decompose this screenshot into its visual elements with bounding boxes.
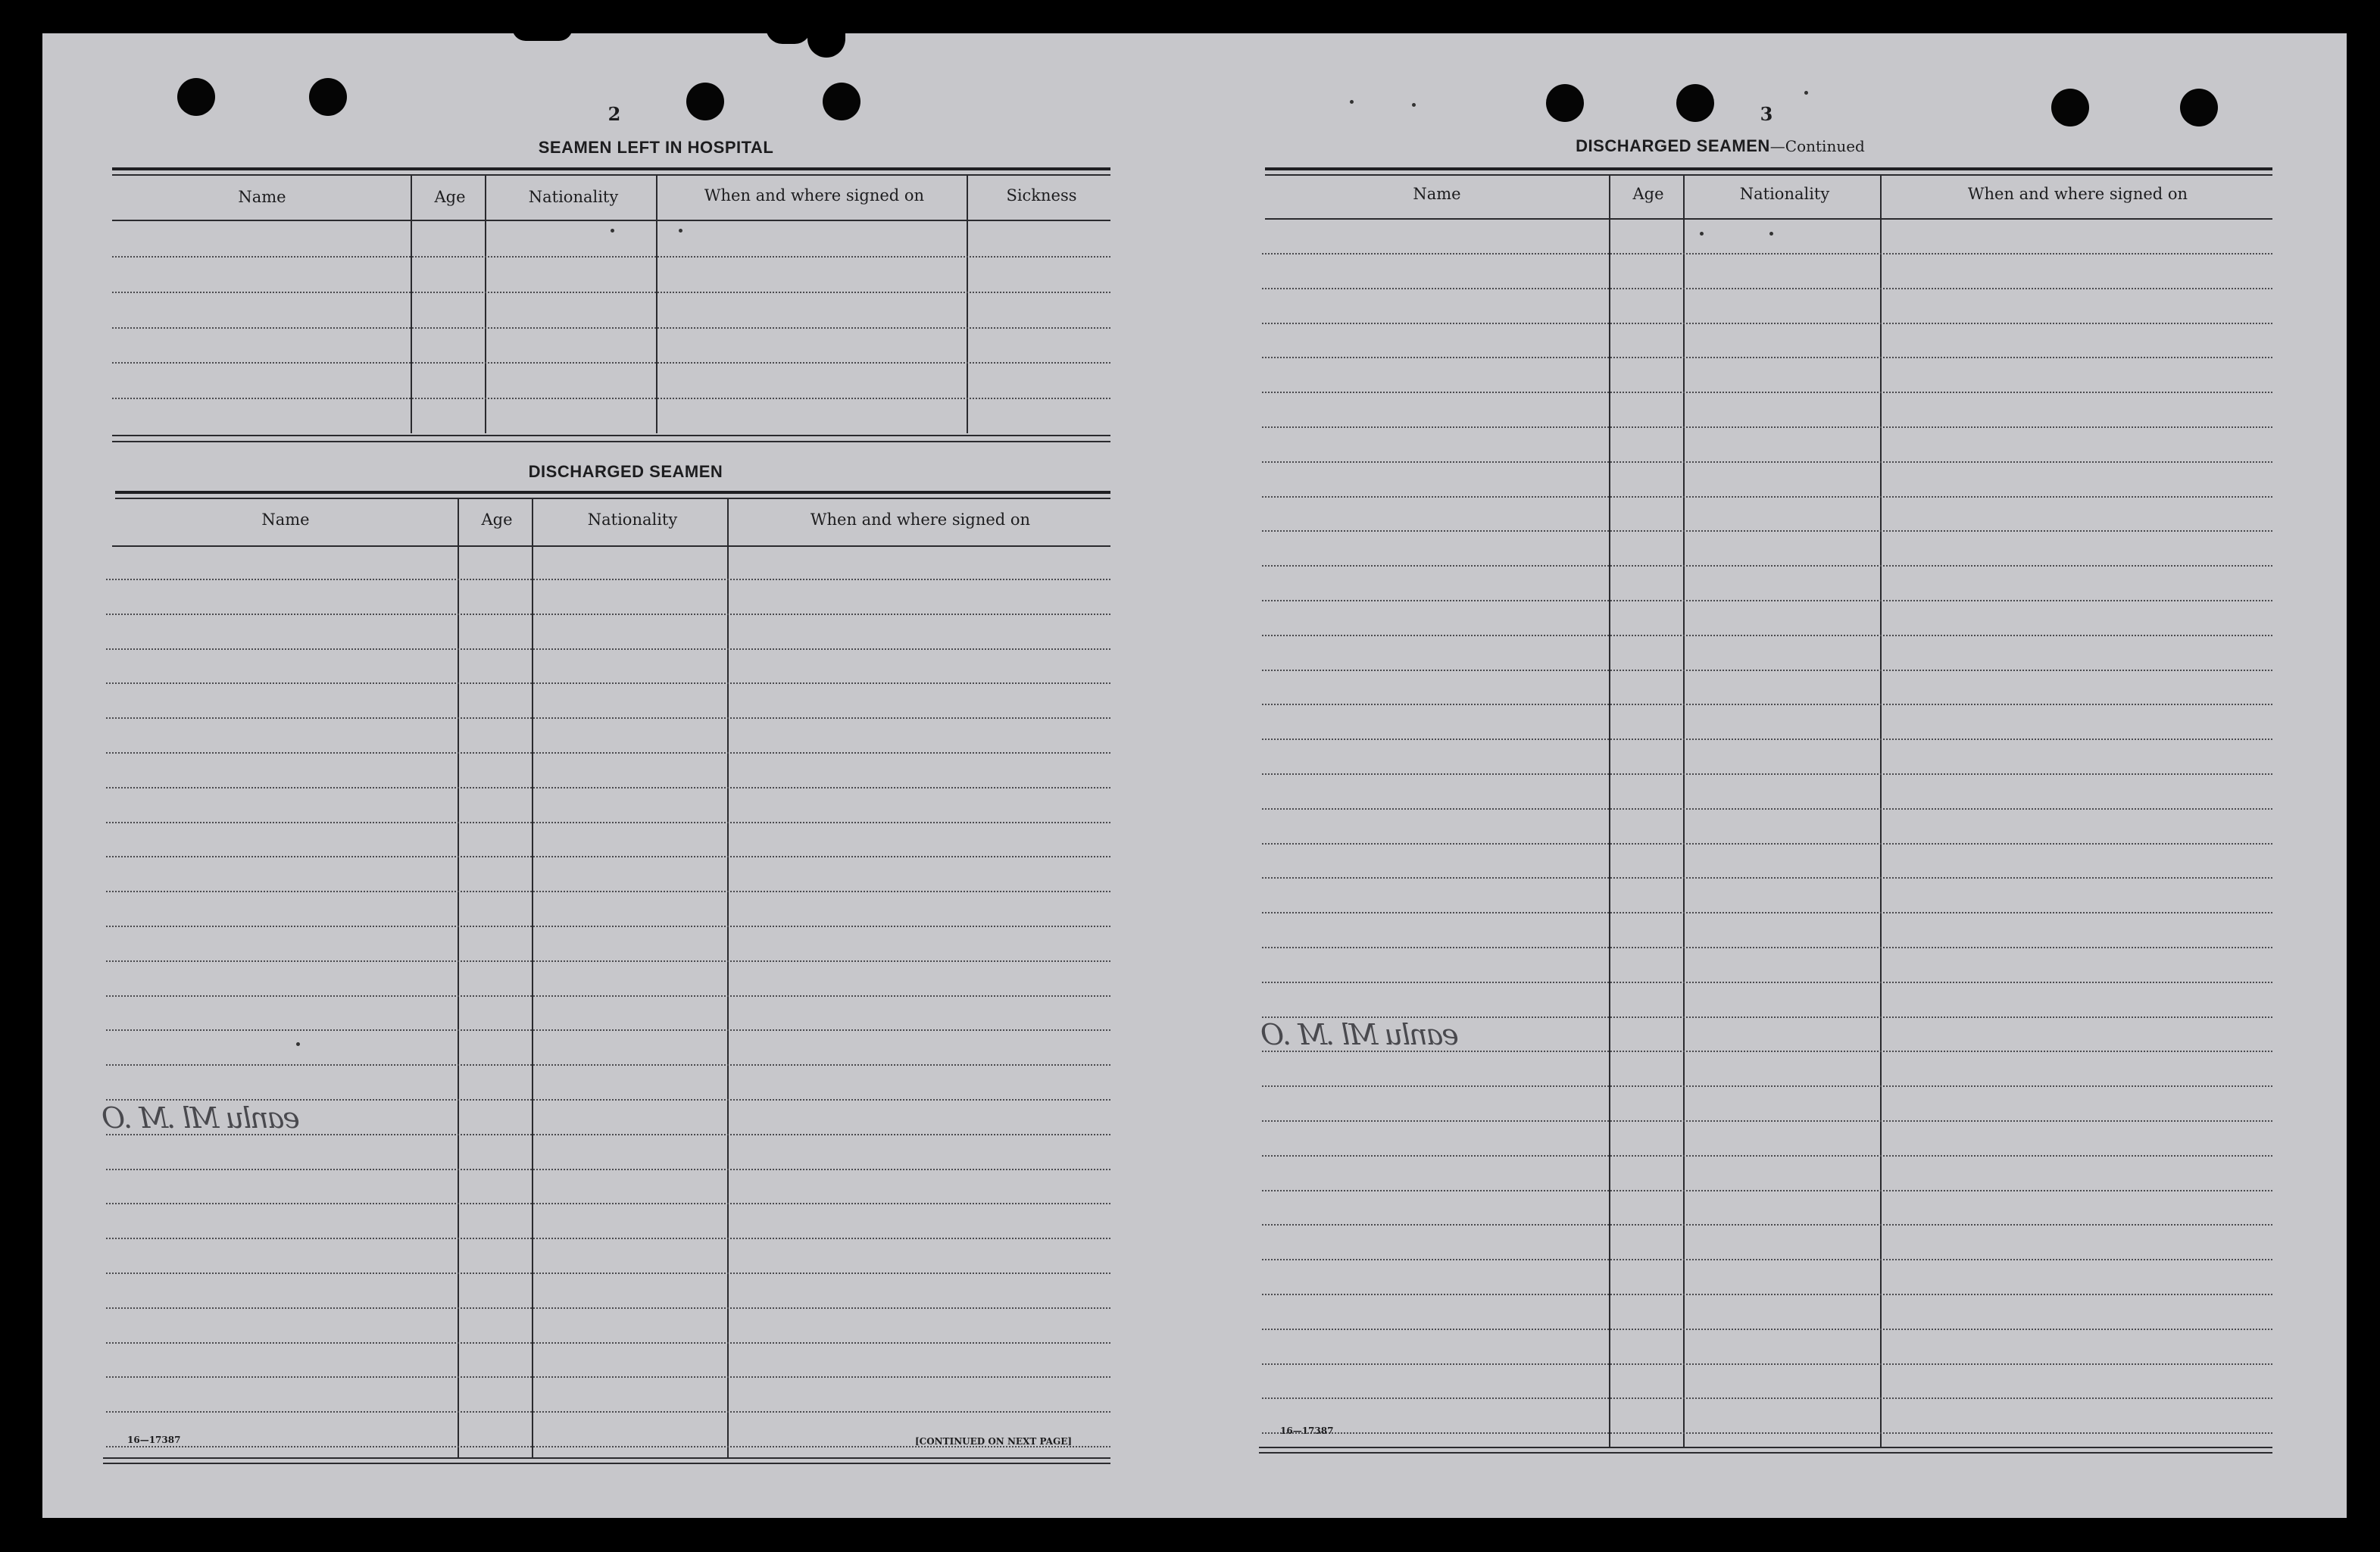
table-row — [1262, 253, 2272, 255]
rule — [1259, 1447, 2272, 1448]
rule — [115, 498, 1110, 499]
table-row — [106, 822, 1110, 823]
table-row — [1262, 912, 2272, 913]
table-row — [1262, 1120, 2272, 1122]
column-divider — [532, 499, 533, 1458]
speck — [296, 1042, 300, 1046]
discharged-continued-title — [1550, 136, 1891, 156]
table-row — [112, 398, 1110, 399]
discharged-continued-label: —Continued — [1769, 137, 1865, 155]
punch-hole — [2180, 89, 2218, 126]
table-row — [106, 995, 1110, 997]
table-row — [1262, 600, 2272, 601]
table-row — [1262, 877, 2272, 879]
rule — [112, 167, 1110, 170]
torn-edge — [766, 27, 811, 44]
hospital-col-signed-on: When and where signed on — [704, 186, 925, 205]
rule — [1259, 1452, 2272, 1454]
rule — [112, 435, 1110, 436]
right-col-signed-on: When and where signed on — [1967, 185, 2188, 203]
table-row — [106, 1342, 1110, 1344]
bleed-through-signature: eanlu Ml .M .O — [103, 1101, 300, 1135]
punch-hole — [686, 83, 724, 120]
table-row — [1262, 982, 2272, 983]
table-row — [112, 327, 1110, 329]
table-row — [1262, 843, 2272, 845]
column-divider — [656, 176, 657, 433]
discharged-continued-title-main: DISCHARGED SEAMEN — [1576, 136, 1770, 155]
table-row — [1262, 1294, 2272, 1295]
punch-hole — [1676, 84, 1714, 122]
punch-hole — [177, 78, 215, 116]
table-row — [1262, 461, 2272, 463]
column-divider — [485, 176, 486, 433]
table-row — [1262, 808, 2272, 810]
table-row — [1262, 426, 2272, 428]
table-row — [106, 579, 1110, 580]
table-row — [1262, 704, 2272, 705]
form-number-left: 16—17387 — [127, 1435, 181, 1445]
table-row — [106, 1029, 1110, 1031]
table-row — [1262, 530, 2272, 532]
punch-hole — [309, 78, 347, 116]
table-row — [106, 614, 1110, 615]
table-row — [1262, 1259, 2272, 1260]
rule — [112, 174, 1110, 176]
punch-hole — [1546, 84, 1584, 122]
table-row — [106, 1411, 1110, 1413]
table-row — [106, 1099, 1110, 1101]
bleed-through-signature: eanlu Ml .M .O — [1262, 1018, 1459, 1051]
rule — [112, 441, 1110, 442]
right-col-name: Name — [1413, 185, 1461, 203]
punch-hole — [2051, 89, 2089, 126]
table-row — [1262, 565, 2272, 567]
page-number-left: 2 — [607, 103, 621, 125]
rule — [112, 545, 1110, 547]
right-col-age: Age — [1632, 185, 1664, 203]
column-divider — [1880, 176, 1882, 1447]
rule — [103, 1457, 1110, 1459]
table-row — [1262, 773, 2272, 775]
page-number-right: 3 — [1760, 103, 1773, 125]
column-divider — [411, 176, 412, 433]
table-row — [1262, 1224, 2272, 1226]
table-row — [1262, 739, 2272, 740]
speck — [1804, 91, 1808, 95]
discharged-col-signed-on: When and where signed on — [810, 511, 1031, 529]
hospital-col-name: Name — [238, 188, 286, 206]
table-row — [106, 1169, 1110, 1170]
rule — [112, 220, 1110, 221]
document-sheet — [42, 33, 2347, 1518]
table-row — [106, 1238, 1110, 1239]
table-row — [1262, 323, 2272, 324]
speck — [1350, 100, 1354, 104]
hospital-section-title: SEAMEN LEFT IN HOSPITAL — [538, 138, 774, 157]
table-row — [106, 1064, 1110, 1066]
table-row — [1262, 496, 2272, 498]
column-divider — [1609, 176, 1610, 1447]
table-row — [1262, 1085, 2272, 1087]
rule — [1265, 167, 2272, 170]
speck — [679, 229, 682, 233]
punch-hole — [823, 83, 860, 120]
speck — [611, 229, 614, 233]
table-row — [106, 682, 1110, 684]
table-row — [106, 648, 1110, 650]
rule — [1265, 218, 2272, 220]
rule — [115, 491, 1110, 494]
column-divider — [1683, 176, 1685, 1447]
rule — [1265, 174, 2272, 176]
table-row — [1262, 635, 2272, 636]
table-row — [112, 256, 1110, 258]
discharged-section-title: DISCHARGED SEAMEN — [528, 462, 723, 481]
torn-edge — [512, 27, 573, 41]
table-row — [106, 891, 1110, 892]
table-row — [106, 926, 1110, 927]
column-divider — [458, 499, 459, 1458]
table-row — [112, 362, 1110, 364]
table-row — [1262, 1329, 2272, 1330]
table-row — [1262, 1155, 2272, 1157]
table-row — [106, 752, 1110, 754]
table-row — [106, 1273, 1110, 1274]
torn-edge — [807, 27, 845, 58]
table-row — [1262, 1432, 2272, 1434]
discharged-col-age: Age — [481, 511, 513, 529]
discharged-col-name: Name — [261, 511, 310, 529]
table-row — [106, 1376, 1110, 1378]
table-row — [1262, 1190, 2272, 1191]
table-row — [1262, 392, 2272, 393]
table-row — [1262, 670, 2272, 671]
continued-note: [CONTINUED ON NEXT PAGE] — [915, 1436, 1073, 1447]
table-row — [106, 717, 1110, 719]
table-row — [1262, 288, 2272, 289]
rule — [103, 1463, 1110, 1464]
hospital-col-nationality: Nationality — [528, 188, 619, 206]
table-row — [1262, 1363, 2272, 1365]
table-row — [1262, 1397, 2272, 1399]
speck — [1769, 232, 1773, 236]
speck — [1700, 232, 1704, 236]
hospital-col-age: Age — [434, 188, 466, 206]
right-col-nationality: Nationality — [1739, 185, 1830, 203]
table-row — [106, 1203, 1110, 1204]
table-row — [106, 960, 1110, 962]
column-divider — [967, 176, 968, 433]
table-row — [112, 292, 1110, 293]
hospital-col-sickness: Sickness — [1006, 186, 1077, 205]
column-divider — [727, 499, 729, 1458]
table-row — [106, 787, 1110, 788]
form-number-right: 16—17387 — [1280, 1426, 1334, 1436]
table-row — [1262, 947, 2272, 948]
table-row — [106, 856, 1110, 857]
table-row — [106, 1307, 1110, 1309]
table-row — [1262, 357, 2272, 358]
speck — [1412, 103, 1416, 107]
discharged-col-nationality: Nationality — [587, 511, 678, 529]
